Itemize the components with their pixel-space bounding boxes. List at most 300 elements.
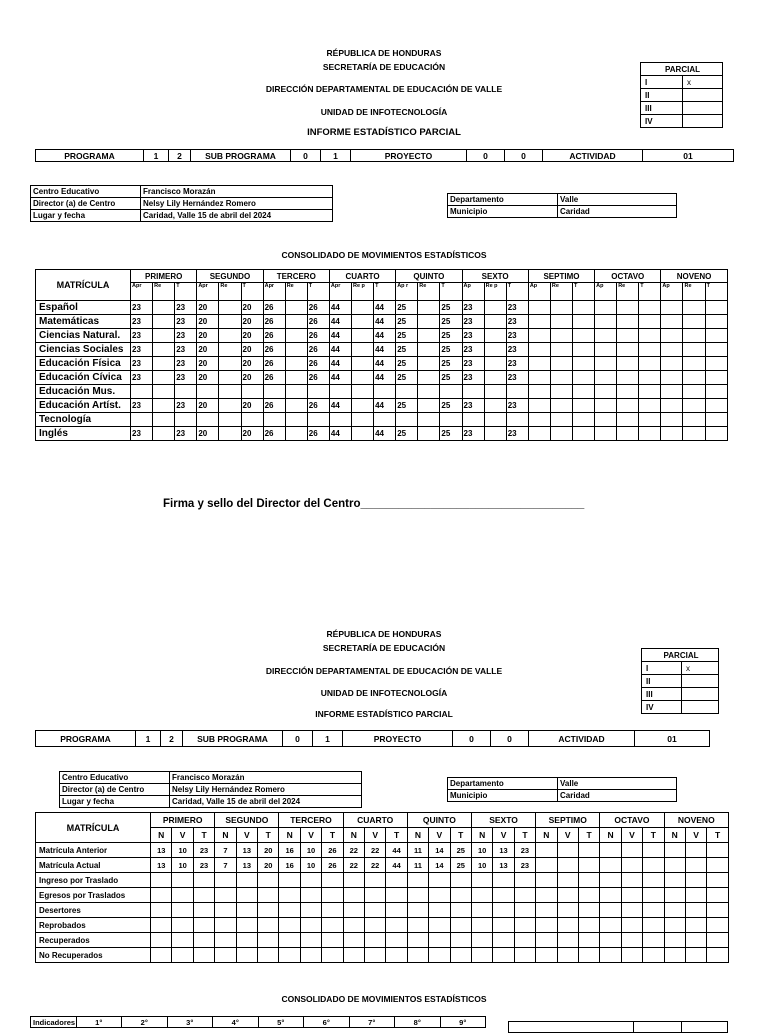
table-cell: 13 bbox=[493, 858, 514, 873]
table-cell bbox=[418, 427, 440, 441]
program-cell: 2 bbox=[161, 731, 183, 747]
grade-header: SEPTIMO bbox=[536, 813, 600, 828]
table-cell bbox=[471, 933, 492, 948]
table-cell: 26 bbox=[307, 315, 329, 329]
table-cell: 23 bbox=[506, 343, 528, 357]
table-cell bbox=[595, 315, 617, 329]
table-cell bbox=[536, 933, 557, 948]
table-cell bbox=[661, 315, 683, 329]
program-row-table bbox=[35, 149, 734, 162]
grade-header: TERCERO bbox=[279, 813, 343, 828]
table-cell bbox=[131, 385, 153, 399]
table-cell bbox=[685, 858, 706, 873]
table-cell bbox=[215, 888, 236, 903]
table-cell bbox=[285, 343, 307, 357]
table-cell: 25 bbox=[450, 843, 471, 858]
table-cell bbox=[683, 371, 705, 385]
table-cell bbox=[396, 413, 418, 427]
sub-header: T bbox=[705, 283, 727, 301]
table-cell bbox=[484, 427, 506, 441]
table-cell bbox=[418, 329, 440, 343]
table-cell bbox=[661, 329, 683, 343]
table-cell bbox=[573, 385, 595, 399]
sub-header: V bbox=[557, 828, 578, 843]
sub-header: T bbox=[175, 283, 197, 301]
table-cell: 44 bbox=[374, 315, 396, 329]
table-cell: 25 bbox=[440, 371, 462, 385]
table-cell bbox=[685, 888, 706, 903]
table-cell: 23 bbox=[462, 399, 484, 413]
table-cell bbox=[550, 343, 572, 357]
table-cell bbox=[151, 918, 172, 933]
table-cell bbox=[285, 371, 307, 385]
table-cell: 23 bbox=[462, 301, 484, 315]
sub-header: T bbox=[374, 283, 396, 301]
table-cell: 20 bbox=[197, 343, 219, 357]
table-cell: 14 bbox=[429, 843, 450, 858]
table-cell bbox=[707, 948, 729, 963]
table-row bbox=[36, 843, 729, 858]
table-cell: 25 bbox=[440, 399, 462, 413]
table-cell: 25 bbox=[396, 329, 418, 343]
table-cell: 10 bbox=[471, 858, 492, 873]
info-value: Valle bbox=[558, 778, 677, 790]
table-cell: 23 bbox=[131, 329, 153, 343]
table-cell: 26 bbox=[263, 329, 285, 343]
table-cell bbox=[193, 918, 214, 933]
table-cell: 26 bbox=[322, 858, 343, 873]
program-cell: PROGRAMA bbox=[36, 731, 136, 747]
info-value: Caridad bbox=[558, 206, 677, 218]
table-cell bbox=[322, 948, 343, 963]
table-cell: 44 bbox=[329, 357, 351, 371]
sub-header: T bbox=[241, 283, 263, 301]
table-cell bbox=[153, 427, 175, 441]
table-cell bbox=[536, 948, 557, 963]
table-cell bbox=[557, 933, 578, 948]
header-line-3: DIRECCIÓN DEPARTAMENTAL DE EDUCACIÓN DE VALLE bbox=[265, 666, 503, 676]
table-cell bbox=[219, 399, 241, 413]
table-cell bbox=[386, 933, 407, 948]
parcial-table bbox=[640, 62, 723, 128]
location-table bbox=[447, 777, 677, 802]
table-cell bbox=[557, 903, 578, 918]
parcial-label: III bbox=[642, 688, 682, 701]
table-cell bbox=[573, 357, 595, 371]
table-cell bbox=[600, 933, 621, 948]
table-cell: 44 bbox=[329, 315, 351, 329]
program-cell: 0 bbox=[467, 150, 505, 162]
table-cell bbox=[514, 903, 535, 918]
table-cell bbox=[557, 918, 578, 933]
sub-header: T bbox=[639, 283, 661, 301]
table-cell bbox=[707, 873, 729, 888]
program-cell: 1 bbox=[136, 731, 161, 747]
table-cell bbox=[683, 413, 705, 427]
table-cell bbox=[550, 413, 572, 427]
table-cell: 44 bbox=[374, 399, 396, 413]
sub-header: Ap r bbox=[396, 283, 418, 301]
table-cell bbox=[557, 843, 578, 858]
table-cell: 26 bbox=[307, 343, 329, 357]
program-cell: ACTIVIDAD bbox=[529, 731, 635, 747]
indicator-header: 4° bbox=[213, 1017, 259, 1028]
program-cell: ACTIVIDAD bbox=[543, 150, 643, 162]
header-line-1: RÉPUBLICA DE HONDURAS bbox=[326, 48, 442, 58]
parcial-title: PARCIAL bbox=[642, 649, 719, 662]
table-cell bbox=[536, 843, 557, 858]
table-row bbox=[36, 903, 729, 918]
table-cell: 20 bbox=[241, 427, 263, 441]
table-cell bbox=[621, 873, 642, 888]
sub-header: N bbox=[407, 828, 428, 843]
table-cell bbox=[352, 427, 374, 441]
program-cell: 01 bbox=[643, 150, 734, 162]
parcial-mark: x bbox=[683, 76, 723, 89]
table-cell: 26 bbox=[322, 843, 343, 858]
table-cell bbox=[550, 385, 572, 399]
table-cell bbox=[471, 948, 492, 963]
table-cell bbox=[661, 301, 683, 315]
sub-header: Re bbox=[153, 283, 175, 301]
table-cell bbox=[307, 385, 329, 399]
table-cell bbox=[386, 888, 407, 903]
sub-header: V bbox=[172, 828, 193, 843]
parcial-mark bbox=[683, 89, 723, 102]
table-cell: 26 bbox=[307, 329, 329, 343]
table-cell bbox=[263, 413, 285, 427]
table-cell bbox=[450, 888, 471, 903]
table-cell: 44 bbox=[386, 858, 407, 873]
table-cell bbox=[683, 427, 705, 441]
info-value: Caridad bbox=[558, 790, 677, 802]
table-cell bbox=[621, 888, 642, 903]
table-cell: 10 bbox=[172, 843, 193, 858]
subject-label: Educación Artíst. bbox=[36, 399, 131, 413]
program-cell: SUB PROGRAMA bbox=[183, 731, 283, 747]
table-cell bbox=[643, 888, 664, 903]
table-cell bbox=[279, 888, 300, 903]
table-cell: 23 bbox=[131, 301, 153, 315]
table-cell: 23 bbox=[462, 357, 484, 371]
parcial-label: IV bbox=[642, 701, 682, 714]
table-cell: 25 bbox=[440, 315, 462, 329]
table-cell bbox=[550, 357, 572, 371]
table-cell bbox=[617, 357, 639, 371]
table-cell bbox=[484, 343, 506, 357]
header-line-3: DIRECCIÓN DEPARTAMENTAL DE EDUCACIÓN DE VALLE bbox=[265, 84, 503, 94]
sub-header: T bbox=[258, 828, 279, 843]
table-cell bbox=[285, 315, 307, 329]
table-cell bbox=[374, 385, 396, 399]
table-cell bbox=[386, 918, 407, 933]
table-cell bbox=[621, 843, 642, 858]
table-cell: 20 bbox=[197, 399, 219, 413]
program-cell: 0 bbox=[491, 731, 529, 747]
table-cell bbox=[151, 933, 172, 948]
table-cell: 44 bbox=[374, 371, 396, 385]
table-cell bbox=[429, 918, 450, 933]
table-cell bbox=[595, 385, 617, 399]
table-cell bbox=[193, 888, 214, 903]
table-cell bbox=[484, 385, 506, 399]
table-cell: 13 bbox=[236, 858, 257, 873]
table-cell bbox=[450, 918, 471, 933]
table-cell: 23 bbox=[131, 343, 153, 357]
info-label: Departamento bbox=[448, 778, 558, 790]
sub-header: T bbox=[573, 283, 595, 301]
table-cell: 23 bbox=[462, 315, 484, 329]
grade-header: CUARTO bbox=[343, 813, 407, 828]
table-cell bbox=[300, 888, 321, 903]
table-cell: 44 bbox=[329, 399, 351, 413]
program-cell: 0 bbox=[453, 731, 491, 747]
table-cell bbox=[664, 843, 685, 858]
row-label: Desertores bbox=[36, 903, 151, 918]
info-value: Nelsy Lily Hernández Romero bbox=[170, 784, 362, 796]
header-line-1: RÉPUBLICA DE HONDURAS bbox=[326, 629, 442, 639]
row-label: Reprobados bbox=[36, 918, 151, 933]
table-cell bbox=[705, 329, 727, 343]
table-cell bbox=[462, 413, 484, 427]
table-cell bbox=[707, 888, 729, 903]
table-cell bbox=[557, 858, 578, 873]
table-cell bbox=[407, 873, 428, 888]
table-cell bbox=[153, 315, 175, 329]
table-cell: 44 bbox=[329, 329, 351, 343]
table-cell bbox=[285, 301, 307, 315]
program-cell: 0 bbox=[283, 731, 313, 747]
table-cell bbox=[219, 357, 241, 371]
table-row bbox=[36, 413, 728, 427]
table-cell bbox=[578, 903, 599, 918]
table-cell bbox=[685, 903, 706, 918]
sub-header: N bbox=[536, 828, 557, 843]
table-cell: 26 bbox=[263, 427, 285, 441]
table-cell bbox=[484, 413, 506, 427]
table-cell bbox=[329, 385, 351, 399]
table-cell: 26 bbox=[307, 399, 329, 413]
table-cell bbox=[307, 413, 329, 427]
table-cell bbox=[550, 301, 572, 315]
sub-header: V bbox=[621, 828, 642, 843]
table-cell bbox=[664, 858, 685, 873]
table-cell: 26 bbox=[307, 371, 329, 385]
parcial-mark bbox=[683, 115, 723, 128]
info-value: Caridad, Valle 15 de abril del 2024 bbox=[170, 796, 362, 808]
table-cell: 23 bbox=[175, 427, 197, 441]
sub-header: T bbox=[440, 283, 462, 301]
sub-header: V bbox=[493, 828, 514, 843]
table-cell: 25 bbox=[396, 357, 418, 371]
table-cell bbox=[429, 873, 450, 888]
sub-header: Re bbox=[418, 283, 440, 301]
table-cell bbox=[600, 948, 621, 963]
table-cell: 23 bbox=[506, 301, 528, 315]
table-cell: 23 bbox=[506, 357, 528, 371]
grade-header: OCTAVO bbox=[595, 270, 661, 283]
table-row bbox=[36, 329, 728, 343]
table-cell bbox=[506, 385, 528, 399]
table-cell bbox=[617, 343, 639, 357]
table-cell bbox=[600, 843, 621, 858]
table-cell bbox=[285, 427, 307, 441]
table-cell bbox=[386, 873, 407, 888]
sub-header: Ap bbox=[595, 283, 617, 301]
table-cell: 26 bbox=[263, 315, 285, 329]
table-cell: 13 bbox=[236, 843, 257, 858]
table-row bbox=[36, 933, 729, 948]
signature-line: Firma y sello del Director del Centro___________________________________ bbox=[163, 498, 585, 510]
parcial-label: I bbox=[642, 662, 682, 675]
table-cell bbox=[639, 315, 661, 329]
table-cell bbox=[573, 413, 595, 427]
table-cell bbox=[172, 918, 193, 933]
subject-enrollment-table bbox=[35, 269, 728, 441]
table-cell bbox=[175, 385, 197, 399]
report-title: INFORME ESTADÍSTICO PARCIAL bbox=[315, 709, 453, 719]
table-cell: 44 bbox=[329, 371, 351, 385]
table-cell bbox=[528, 371, 550, 385]
table-cell bbox=[300, 933, 321, 948]
table-cell bbox=[450, 933, 471, 948]
table-cell: 10 bbox=[172, 858, 193, 873]
table-cell bbox=[440, 385, 462, 399]
table-cell bbox=[705, 385, 727, 399]
table-cell: 26 bbox=[307, 301, 329, 315]
table-cell bbox=[219, 413, 241, 427]
table-cell bbox=[639, 385, 661, 399]
table-cell bbox=[471, 903, 492, 918]
table-cell bbox=[617, 301, 639, 315]
table-cell bbox=[285, 329, 307, 343]
table-cell bbox=[352, 301, 374, 315]
sub-header: Ap bbox=[661, 283, 683, 301]
grade-header: CUARTO bbox=[329, 270, 395, 283]
sub-header: V bbox=[685, 828, 706, 843]
table-cell bbox=[514, 873, 535, 888]
table-cell bbox=[365, 948, 386, 963]
table-cell: 44 bbox=[374, 343, 396, 357]
table-cell: 44 bbox=[386, 843, 407, 858]
table-cell bbox=[683, 315, 705, 329]
indicator-header: Indicadores bbox=[31, 1017, 77, 1028]
enrollment-movements-table bbox=[35, 812, 729, 963]
grade-header: QUINTO bbox=[396, 270, 462, 283]
table-cell: 23 bbox=[506, 427, 528, 441]
location-table bbox=[447, 193, 677, 218]
table-cell bbox=[514, 948, 535, 963]
table-cell: 44 bbox=[329, 301, 351, 315]
sub-header: N bbox=[215, 828, 236, 843]
table-cell bbox=[643, 948, 664, 963]
table-cell bbox=[219, 329, 241, 343]
table-cell bbox=[219, 385, 241, 399]
indicator-header: 6° bbox=[304, 1017, 350, 1028]
table-cell: 25 bbox=[396, 301, 418, 315]
table-cell bbox=[418, 371, 440, 385]
table-cell bbox=[322, 873, 343, 888]
table-cell bbox=[578, 843, 599, 858]
indicator-header: 9° bbox=[440, 1017, 486, 1028]
table-cell: 20 bbox=[241, 399, 263, 413]
table-cell bbox=[279, 903, 300, 918]
table-cell: 23 bbox=[175, 315, 197, 329]
table-cell bbox=[621, 858, 642, 873]
table-cell bbox=[153, 399, 175, 413]
table-cell: 13 bbox=[151, 858, 172, 873]
table-cell bbox=[258, 933, 279, 948]
table-cell: 20 bbox=[197, 301, 219, 315]
table-cell bbox=[219, 371, 241, 385]
table-cell bbox=[153, 329, 175, 343]
table-cell: 26 bbox=[263, 357, 285, 371]
indicator-header: 1° bbox=[76, 1017, 122, 1028]
report-title: INFORME ESTADÍSTICO PARCIAL bbox=[307, 127, 461, 138]
table-cell bbox=[707, 933, 729, 948]
sub-header: Apr bbox=[329, 283, 351, 301]
table-cell bbox=[536, 888, 557, 903]
program-cell: 0 bbox=[505, 150, 543, 162]
grade-header: TERCERO bbox=[263, 270, 329, 283]
table-cell: 13 bbox=[151, 843, 172, 858]
table-cell bbox=[300, 903, 321, 918]
table-cell: 20 bbox=[241, 329, 263, 343]
table-cell bbox=[550, 315, 572, 329]
table-cell bbox=[450, 948, 471, 963]
table-cell bbox=[617, 427, 639, 441]
info-value: Francisco Morazán bbox=[170, 772, 362, 784]
table-cell: 20 bbox=[241, 371, 263, 385]
grade-header: SEXTO bbox=[471, 813, 535, 828]
sub-header: Re bbox=[219, 283, 241, 301]
table-cell bbox=[685, 843, 706, 858]
grade-header: PRIMERO bbox=[131, 270, 197, 283]
table-cell bbox=[664, 873, 685, 888]
table-cell bbox=[528, 385, 550, 399]
parcial-label: II bbox=[642, 675, 682, 688]
parcial-title: PARCIAL bbox=[641, 63, 723, 76]
table-cell: 25 bbox=[440, 329, 462, 343]
info-value: Nelsy Lily Hernández Romero bbox=[141, 198, 333, 210]
row-label: Egresos por Traslados bbox=[36, 888, 151, 903]
grade-header: QUINTO bbox=[407, 813, 471, 828]
table-cell: 23 bbox=[506, 371, 528, 385]
table-cell: 26 bbox=[263, 399, 285, 413]
program-cell: 1 bbox=[144, 150, 169, 162]
table-cell bbox=[407, 918, 428, 933]
table-cell bbox=[151, 903, 172, 918]
parcial-mark bbox=[682, 675, 719, 688]
table-cell bbox=[343, 918, 364, 933]
table-cell: 23 bbox=[462, 329, 484, 343]
table-cell bbox=[639, 343, 661, 357]
table-cell bbox=[343, 873, 364, 888]
sub-header: Re p bbox=[352, 283, 374, 301]
sub-header: Apr bbox=[263, 283, 285, 301]
grade-header: PRIMERO bbox=[151, 813, 215, 828]
table-cell bbox=[685, 948, 706, 963]
table-row bbox=[36, 948, 729, 963]
table-row bbox=[36, 315, 728, 329]
sub-header: T bbox=[307, 283, 329, 301]
table-cell bbox=[407, 933, 428, 948]
table-cell: 23 bbox=[175, 329, 197, 343]
table-cell bbox=[407, 888, 428, 903]
table-cell bbox=[429, 948, 450, 963]
table-cell: 23 bbox=[193, 858, 214, 873]
table-cell bbox=[440, 413, 462, 427]
